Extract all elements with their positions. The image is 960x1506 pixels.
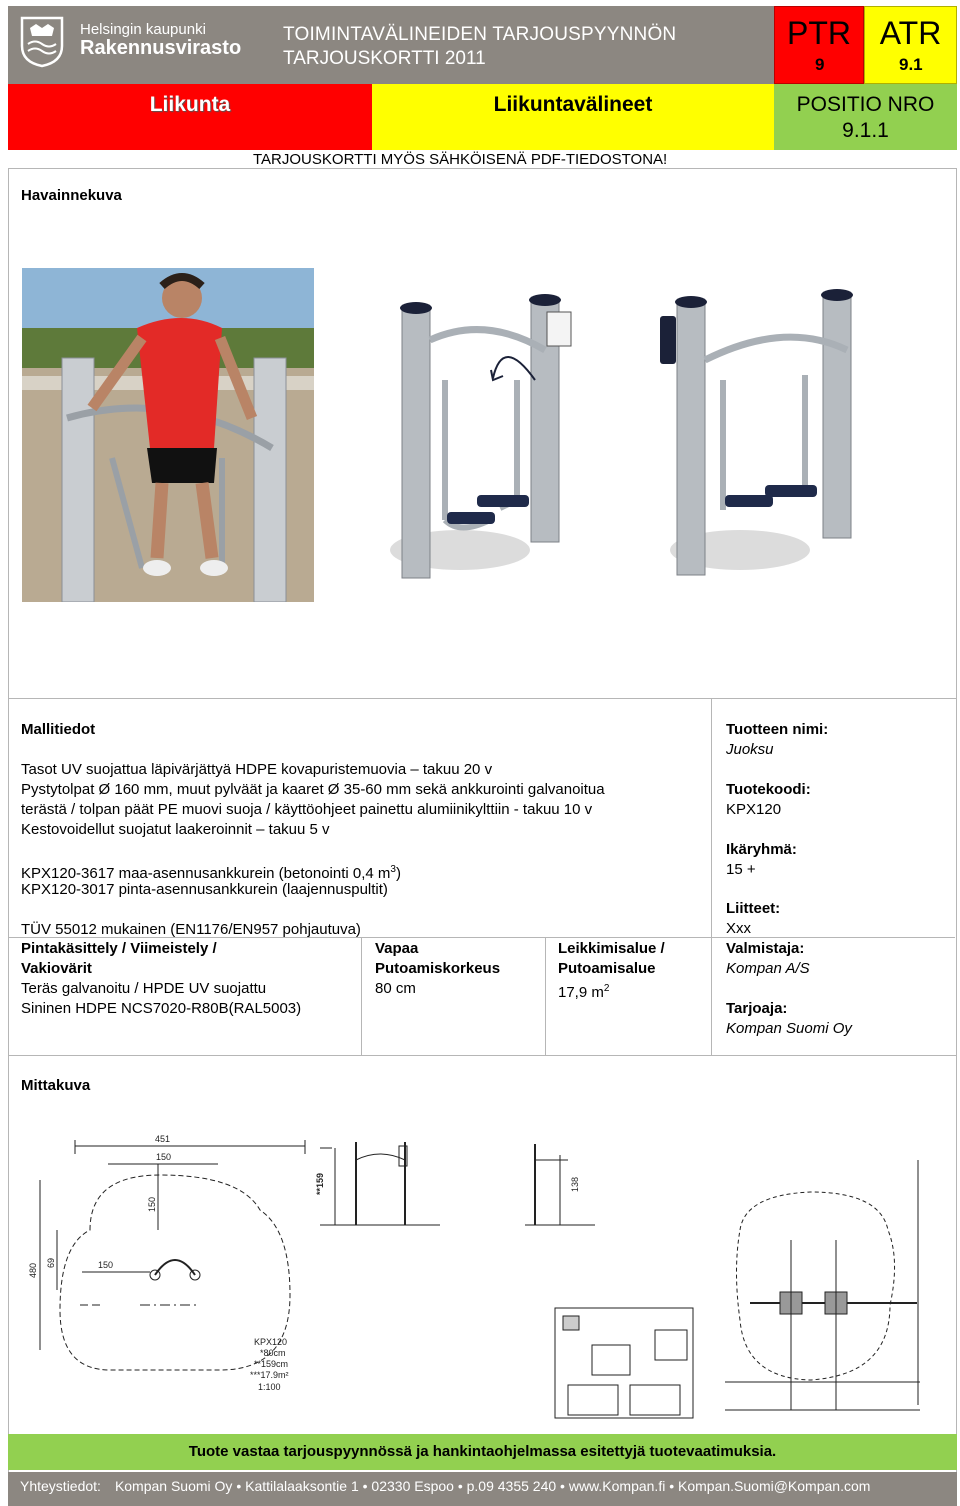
mittakuva-heading: Mittakuva: [21, 1077, 91, 1094]
dim-label: 138: [570, 1176, 580, 1192]
dim-label: 150: [98, 1260, 114, 1270]
atr-box: [864, 6, 957, 84]
dim-label: 150: [156, 1152, 172, 1162]
mallitiedot-heading: Mallitiedot: [21, 721, 96, 738]
model-line: Pystytolpat Ø 160 mm, muut pylväät ja kaaret Ø 35-60 mm sekä ankkurointi galvanoitua: [21, 781, 605, 798]
doc-title-line1: TOIMINTAVÄLINEIDEN TARJOUSPYYNNÖN: [283, 24, 677, 45]
dimension-drawings: [20, 1120, 950, 1425]
surface-value: Teräs galvanoitu / HPDE UV suojattu: [21, 980, 267, 997]
positio-box: [774, 84, 957, 150]
age-group-label: Ikäryhmä:: [726, 841, 797, 858]
model-line: terästä / tolpan päät PE muovi suoja / käyttöohjeet painettu alumiinikylttiin - takuu 10 v: [21, 801, 593, 818]
product-render: [385, 280, 905, 580]
contact-value: Kompan Suomi Oy • Kattilalaaksontie 1 • 02330 Espoo • p.09 4355 240 • www.Kompan.fi • Kompan.Suomi@Kompan.com: [114, 1478, 871, 1494]
fall-height-value: 80 cm: [375, 980, 416, 997]
ptr-box: [774, 6, 864, 84]
supplier-label: Tarjoaja:: [726, 1000, 788, 1017]
product-name-value: Juoksu: [726, 741, 774, 758]
pdf-notice: TARJOUSKORTTI MYÖS SÄHKÖISENÄ PDF-TIEDOSTONA!: [253, 151, 668, 168]
anchor1-text: KPX120-3617 maa-asennusankkurein (betonointi 0,4 m: [21, 865, 391, 882]
legend-scale: 1:100: [258, 1382, 281, 1392]
play-area-value: [558, 979, 609, 1003]
manufacturer-value: Kompan A/S: [726, 960, 810, 977]
surface-label: Pintakäsittely / Viimeistely /: [21, 940, 217, 957]
category-liikunta: [8, 84, 372, 150]
play-area-value-text: 17,9 m: [558, 984, 604, 1001]
dim-label: 69: [46, 1257, 56, 1268]
atr-value: 9.1: [899, 55, 923, 74]
havainnekuva-heading: Havainnekuva: [21, 187, 122, 204]
category-liikunta-label: Liikunta: [149, 93, 231, 116]
legend-code: KPX120: [254, 1337, 288, 1347]
contact-label: Yhteystiedot:: [20, 1478, 101, 1494]
positio-value: 9.1.1: [842, 119, 889, 142]
category-liikuntavalineet: [372, 84, 774, 150]
dim-label: 480: [28, 1262, 38, 1278]
doc-title-line2: TARJOUSKORTTI 2011: [283, 48, 486, 69]
manufacturer-label: Valmistaja:: [726, 940, 805, 957]
legend-line: *80cm: [260, 1348, 286, 1358]
product-code-value: KPX120: [726, 801, 782, 818]
surface-label: Vakiovärit: [21, 960, 92, 977]
play-area-label: Leikkimisalue /: [558, 940, 665, 957]
org-name-line2: Rakennusvirasto: [80, 37, 242, 59]
ptr-label: PTR: [787, 15, 851, 51]
org-name-line1: Helsingin kaupunki: [80, 21, 206, 38]
dim-label: 451: [155, 1134, 171, 1144]
ptr-value: 9: [815, 55, 825, 74]
product-photo: [22, 268, 314, 602]
model-line: Kestovoidellut suojatut laakeroinnit – takuu 5 v: [21, 821, 330, 838]
age-group-value: 15 +: [726, 861, 756, 878]
supplier-value: Kompan Suomi Oy: [726, 1020, 852, 1037]
atr-label: ATR: [879, 15, 942, 51]
category-liikuntavalineet-label: Liikuntavälineet: [493, 93, 653, 116]
contact-bar: [8, 1472, 957, 1506]
positio-label: POSITIO NRO: [796, 93, 935, 116]
anchor1-end: ): [395, 865, 401, 882]
city-crest-logo: [18, 14, 66, 68]
standard-line: TÜV 55012 mukainen (EN1176/EN957 pohjautuva): [21, 921, 361, 938]
model-line: Tasot UV suojattua läpivärjättyä HDPE kovapuristemuovia – takuu 20 v: [21, 761, 493, 778]
anchor1-sup: 3: [390, 864, 396, 875]
dim-label: 150: [147, 1196, 157, 1212]
play-area-sup: 2: [603, 983, 610, 994]
contact-line: [20, 1478, 884, 1494]
legend-line: ***17.9m²: [250, 1370, 289, 1380]
product-code-label: Tuotekoodi:: [726, 781, 811, 798]
anchor-line-2: KPX120-3017 pinta-asennusankkurein (laajennuspultit): [21, 881, 388, 898]
surface-value: Sininen HDPE NCS7020-R80B(RAL5003): [21, 1000, 302, 1017]
attachments-label: Liitteet:: [726, 900, 781, 917]
play-area-label: Putoamisalue: [558, 960, 656, 977]
requirements-statement-bar: [8, 1434, 957, 1470]
requirements-statement: Tuote vastaa tarjouspyynnössä ja hankintaohjelmassa esitettyjä tuotevaatimuksia.: [188, 1443, 777, 1460]
product-name-label: Tuotteen nimi:: [726, 721, 829, 738]
attachments-value: Xxx: [726, 920, 752, 937]
dim-label: **159: [315, 1172, 325, 1195]
divider: [711, 699, 712, 1055]
legend-line: **159cm: [254, 1359, 289, 1369]
fall-height-label: Vapaa: [375, 940, 419, 957]
divider: [545, 937, 546, 1055]
fall-height-label: Putoamiskorkeus: [375, 960, 501, 977]
divider: [361, 937, 362, 1055]
